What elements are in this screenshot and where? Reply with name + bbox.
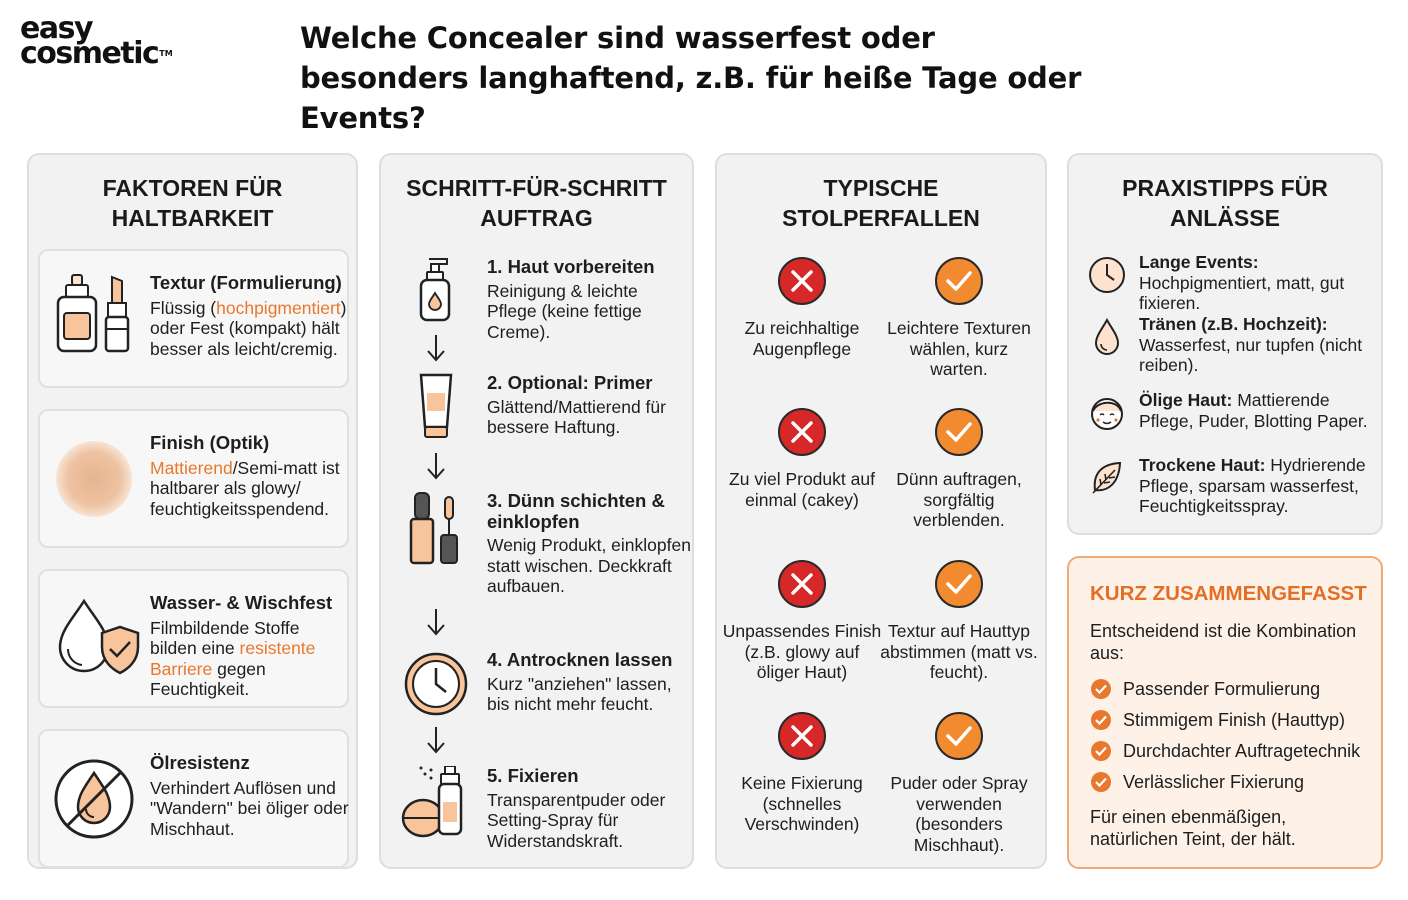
step-description: Glättend/Mattierend für bessere Haftung. — [487, 396, 666, 437]
concealer-wand-icon — [401, 491, 471, 571]
factor-highlight: Mattierend — [150, 457, 233, 478]
tear-drop-icon — [1087, 317, 1127, 357]
summary-item: Verlässlicher Fixierung — [1090, 766, 1360, 797]
pitfall-mistake — [722, 711, 882, 835]
tips-panel-title: PRAXISTIPPS FÜR ANLÄSSE — [1122, 175, 1328, 231]
error-x-icon — [777, 711, 827, 761]
factor-heading: Textur (Formulierung) — [150, 272, 342, 293]
summary-intro: Entscheidend ist die Kombination aus: — [1090, 621, 1357, 663]
factor-heading: Wasser- & Wischfest — [150, 592, 333, 613]
factor-card-oil-resistance — [38, 729, 349, 868]
pitfall-mistake-text: Keine Fixierung (schnelles Verschwinden) — [741, 773, 863, 834]
step-heading: 2. Optional: Primer — [487, 372, 653, 393]
powder-and-spray-icon — [401, 766, 471, 846]
check-circle-icon — [934, 711, 984, 761]
pitfall-solution-text: Puder oder Spray verwenden (besonders Mischhaut). — [890, 773, 1028, 855]
step-description: Transparentpuder oder Setting-Spray für Widerstandskraft. — [487, 789, 666, 851]
factor-description: Filmbildende Stoffe bilden eine resistente Barriere gegen Feuchtigkeit. — [150, 617, 316, 699]
factor-card-texture — [38, 249, 349, 388]
summary-item: Durchdachter Auftragetechnik — [1090, 735, 1360, 766]
error-x-icon — [777, 407, 827, 457]
logo-trademark: TM — [159, 49, 173, 58]
pitfall-solution-text: Textur auf Hauttyp abstimmen (matt vs. feucht). — [880, 621, 1038, 682]
concealer-bottle-and-stick-icon — [50, 273, 142, 365]
primer-tube-icon — [401, 373, 471, 453]
step-heading: 4. Antrocknen lassen — [487, 649, 673, 670]
dry-leaf-icon — [1087, 458, 1127, 498]
factor-highlight: hochpigmentiert — [216, 297, 341, 318]
logo-word: cosmetic — [20, 36, 159, 71]
pitfall-mistake-text: Zu viel Produkt auf einmal (cakey) — [729, 469, 875, 510]
tips-panel — [1067, 153, 1383, 535]
factors-panel — [27, 153, 358, 869]
clock-icon — [401, 650, 471, 730]
logo-line-2 — [20, 36, 173, 71]
check-circle-icon — [1090, 709, 1112, 731]
logo-line-1: easy — [20, 11, 93, 46]
brand-logo — [20, 11, 173, 71]
tip-description: Wasserfest, nur tupfen (nicht reiben). — [1139, 334, 1363, 375]
error-x-icon — [777, 256, 827, 306]
factor-heading: Ölresistenz — [150, 752, 250, 773]
step-heading: 5. Fixieren — [487, 765, 579, 786]
summary-item: Stimmigem Finish (Hauttyp) — [1090, 704, 1360, 735]
tip-heading: Ölige Haut: — [1139, 390, 1233, 410]
pitfall-solution-text: Leichtere Texturen wählen, kurz warten. — [887, 318, 1031, 379]
summary-item: Passender Formulierung — [1090, 673, 1360, 704]
step-heading: 3. Dünn schichten & einklopfen — [487, 490, 665, 532]
tip-heading: Lange Events: — [1139, 252, 1259, 272]
steps-panel-title: SCHRITT-FÜR-SCHRITT AUFTRAG — [406, 175, 667, 231]
pitfall-solution — [879, 407, 1039, 531]
check-circle-icon — [934, 256, 984, 306]
step-heading: 1. Haut vorbereiten — [487, 256, 655, 277]
no-oil-icon — [50, 753, 142, 845]
page-title: Welche Concealer sind wasserfest oder besonders langhaftend, z.B. für heiße Tage oder Events? — [300, 21, 1082, 135]
check-circle-icon — [1090, 678, 1112, 700]
arrow-down-icon — [425, 607, 447, 637]
arrow-down-icon — [425, 451, 447, 481]
tip-description: Mattierende Pflege, Puder, Blotting Paper. — [1139, 390, 1368, 431]
pitfall-mistake — [722, 256, 882, 359]
factor-card-finish — [38, 409, 349, 548]
summary-outro: Für einen ebenmäßigen, natürlichen Teint, der hält. — [1090, 807, 1296, 849]
oily-face-icon — [1087, 393, 1127, 433]
factor-description: Mattierend/Semi-matt ist haltbarer als glowy/ feuchtigkeitsspendend. — [150, 457, 340, 519]
factor-card-waterproof — [38, 569, 349, 708]
summary-panel — [1067, 556, 1383, 869]
arrow-down-icon — [425, 333, 447, 363]
tip-heading: Trockene Haut: — [1139, 455, 1266, 475]
summary-title: KURZ ZUSAMMENGEFASST — [1090, 582, 1367, 605]
summary-list — [1090, 673, 1360, 797]
pitfall-solution — [879, 256, 1039, 380]
pitfall-mistake-text: Unpassendes Finish (z.B. glowy auf öliger Haut) — [722, 621, 882, 682]
pitfall-solution — [879, 559, 1039, 683]
tip-heading: Tränen (z.B. Hochzeit): — [1139, 314, 1328, 334]
check-circle-icon — [934, 407, 984, 457]
check-circle-icon — [1090, 771, 1112, 793]
pump-bottle-icon — [401, 257, 471, 337]
tip-description: Hochpigmentiert, matt, gut fixieren. — [1139, 272, 1345, 313]
step-description: Reinigung & leichte Pflege (keine fettige Creme). — [487, 280, 642, 342]
water-drop-shield-icon — [50, 593, 142, 685]
clock-icon — [1087, 255, 1127, 295]
step-description: Kurz "anziehen" lassen, bis nicht mehr feucht. — [487, 673, 672, 714]
pitfalls-panel-title: TYPISCHE STOLPERFALLEN — [782, 175, 980, 231]
factors-panel-title: FAKTOREN FÜR HALTBARKEIT — [102, 175, 283, 231]
factor-description: Flüssig (hochpigmentiert) oder Fest (kompakt) hält besser als leicht/cremig. — [150, 297, 347, 359]
pitfall-mistake — [722, 407, 882, 510]
factor-description: Verhindert Auflösen und "Wandern" bei öliger oder Mischhaut. — [150, 777, 349, 839]
pitfall-mistake-text: Zu reichhaltige Augenpflege — [744, 318, 860, 359]
step-description: Wenig Produkt, einklopfen statt wischen. Deckkraft aufbauen. — [487, 535, 691, 596]
arrow-down-icon — [425, 725, 447, 755]
check-circle-icon — [934, 559, 984, 609]
check-circle-icon — [1090, 740, 1112, 762]
factor-highlight: resistente Barriere — [150, 638, 316, 679]
pitfall-mistake — [722, 559, 882, 683]
pitfall-solution-text: Dünn auftragen, sorgfältig verblenden. — [896, 469, 1022, 530]
factor-heading: Finish (Optik) — [150, 432, 270, 453]
matte-finish-swatch-icon — [50, 433, 142, 525]
error-x-icon — [777, 559, 827, 609]
pitfall-solution — [879, 711, 1039, 855]
steps-panel — [379, 153, 694, 869]
tip-description: Hydrierende Pflege, sparsam wasserfest, Feuchtigkeitsspray. — [1139, 455, 1366, 516]
